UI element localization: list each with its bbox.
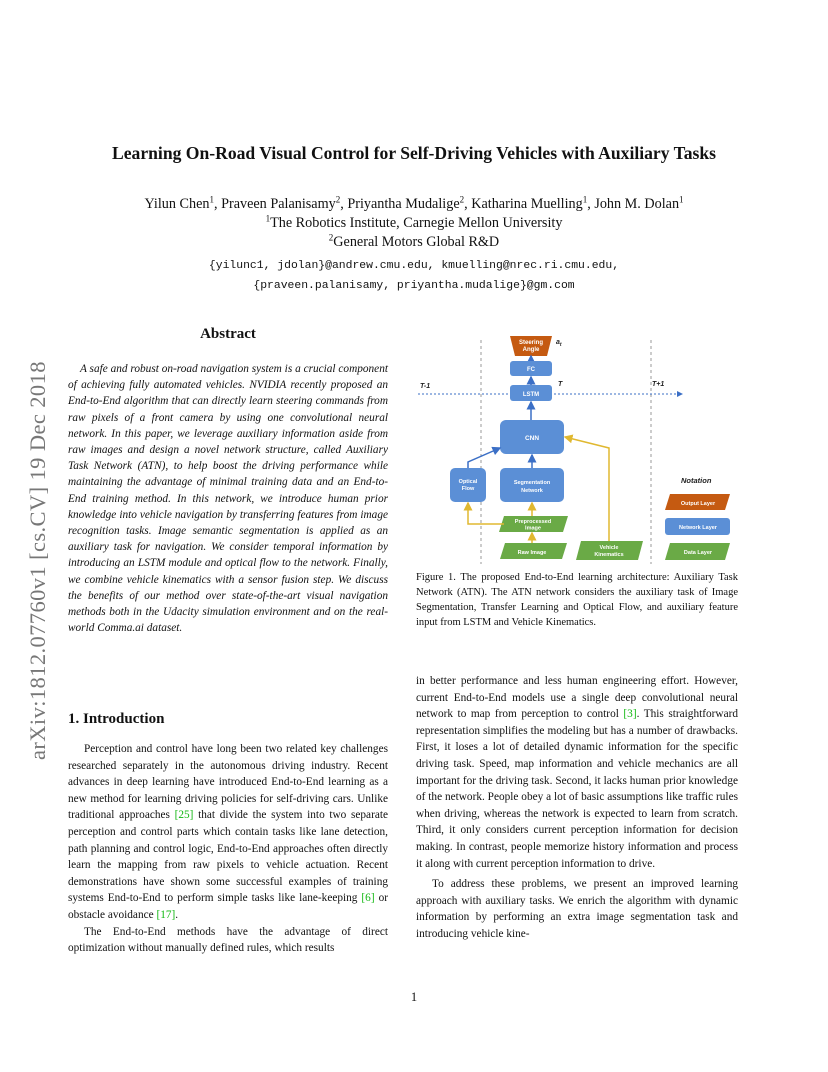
email-line: {yilunc1, jdolan}@andrew.cmu.edu, kmuelling@nrec.ri.cmu.edu, xyxy=(208,260,620,272)
right-column-body xyxy=(416,673,738,943)
flow-arrow xyxy=(468,503,504,524)
abstract-heading: Abstract xyxy=(200,326,256,342)
author-name: Katharina Muelling xyxy=(471,196,583,212)
author-name: Priyantha Mudalige xyxy=(347,196,460,212)
author-block xyxy=(0,195,828,252)
email-line: {praveen.palanisamy, priyantha.mudalige}@gm.com xyxy=(253,280,575,292)
affiliation: $^2$General Motors Global R&D xyxy=(328,232,500,250)
optical-flow-node xyxy=(450,468,486,502)
svg-text:VehicleKinematics: Vehicle Kinematics xyxy=(594,545,624,558)
svg-text:FC: FC xyxy=(527,367,535,373)
author-name: Yilun Chen xyxy=(144,196,210,212)
flow-arrow xyxy=(565,437,609,541)
paragraph: The End-to-End methods have the advantage of direct optimization without manually defined rules, which results xyxy=(68,925,388,955)
email-block xyxy=(0,256,828,296)
svg-text:Data Layer: Data Layer xyxy=(683,550,713,556)
paper-title: Learning On-Road Visual Control for Self-Driving Vehicles with Auxiliary Tasks xyxy=(112,143,716,163)
node-label: Steering Angle xyxy=(518,340,544,353)
citation-link[interactable]: [17] xyxy=(156,908,176,921)
figure-caption: Figure 1. The proposed End-to-End learning architecture: Auxiliary Task Network (ATN). The ATN network considers the auxiliary task of Image Segmentation, Transfer Learning and Optical Flow, and auxiliary feature input from LSTM and Vehicle Kinematics. xyxy=(416,572,738,628)
svg-text:CNN: CNN xyxy=(524,435,540,442)
affiliation: $^1$The Robotics Institute, Carnegie Mellon University xyxy=(265,213,563,231)
flow-arrow xyxy=(468,448,500,468)
svg-text:PreprocessedImage: Preprocessed Image xyxy=(514,519,552,532)
author-name: Praveen Palanisamy xyxy=(221,196,336,212)
abstract-text: A safe and robust on-road navigation system is a crucial component of achieving fully automated vehicles. NVIDIA recently proposed an End-to-End algorithm that can directly learn steering commands from raw pixels of a front camera by using one convolutional neural network. In this paper, we leverage auxiliary information aside from raw images and design a novel network structure, called Auxiliary Task Network (ATN), to help boost the driving performance while maintaining the advantage of minimal training data and an End-to-End training method. In this network, we introduce human prior knowledge into vehicle navigation by transferring features from image recognition tasks. Image semantic segmentation is applied as an auxiliary task for navigation. We consider temporal information by introducing an LSTM module and optical flow to the network. Finally, we combine vehicle kinematics with a sensor fusion step. We discuss the benefits of our method over state-of-the-art visual navigation methods both in the Udacity simulation environment and on the real-world Comma.ai dataset. xyxy=(68,363,388,635)
author-list: Yilun Chen$^1$, Praveen Palanisamy$^2$, Priyantha Mudalige$^2$, Katharina Muelling$^1$, John M. Dolan$^1$ xyxy=(144,194,684,212)
svg-text:SegmentationNetwork: Segmentation Network xyxy=(513,480,551,494)
svg-text:Raw Image: Raw Image xyxy=(517,550,547,556)
paragraph: Perception and control have long been two related key challenges researched separately in the autonomous driving industry. Recent advances in deep learning have introduced End-to-End learning as a new method for learning driving policies for self-driving cars. Unlike traditional approaches [25] that divide the system into two separate perception and control parts which contain tasks like lane detection, path planning and control logic, End-to-End approaches often directly learn the mapping from raw pixels to vehicle actuation. Recent demonstrations have shown some successful examples of training systems End-to-End to perform simple tasks like lane-keeping [6] or obstacle avoidance [17]. xyxy=(68,743,389,921)
time-label: T xyxy=(558,381,563,388)
time-label: T-1 xyxy=(420,383,431,390)
steering-angle-node xyxy=(510,336,552,356)
arxiv-identifier: arXiv:1812.07760v1 [cs.CV] 19 Dec 2018 xyxy=(25,361,50,760)
architecture-figure xyxy=(416,332,738,564)
svg-text:Output Layer: Output Layer xyxy=(680,501,716,507)
action-label: $a_t$ xyxy=(556,339,562,348)
paragraph: To address these problems, we present an improved learning approach with auxiliary tasks. We enrich the algorithm with dynamic information by performing an extra image segmentation task and introducing vehicle kine- xyxy=(416,878,738,940)
paragraph: in better performance and less human engineering effort. However, current End-to-End models use a single deep convolutional neural network to map from perception to control [3]. This straightforward representation simplifies the modeling but has a number of drawbacks. First, it loses a lot of detailed dynamic information for the specific driving task. Speed, map information and vehicle mechanics are all important for the driving task. Second, it lacks human prior knowledge of the network. People obey a lot of basic assumptions like traffic rules when driving, whereas the network is expected to learn from scratch. Third, it only considers current perception information for decision making. In contrast, people memorize history information and process it along with current perception information to drive. xyxy=(416,675,738,870)
citation-link[interactable]: [3] xyxy=(623,708,637,721)
legend-title: Notation xyxy=(681,476,712,485)
author-name: John M. Dolan xyxy=(594,196,680,212)
node-label: Optical Flow xyxy=(458,479,478,492)
citation-link[interactable]: [25] xyxy=(174,809,194,822)
left-column-body xyxy=(68,741,388,957)
section-heading: 1. Introduction xyxy=(68,711,165,727)
citation-link[interactable]: [6] xyxy=(361,892,375,905)
svg-text:LSTM: LSTM xyxy=(522,392,540,398)
svg-text:Network Layer: Network Layer xyxy=(679,525,717,531)
time-label: T+1 xyxy=(652,381,665,388)
page-number: 1 xyxy=(410,990,418,1004)
architecture-diagram xyxy=(416,332,738,564)
